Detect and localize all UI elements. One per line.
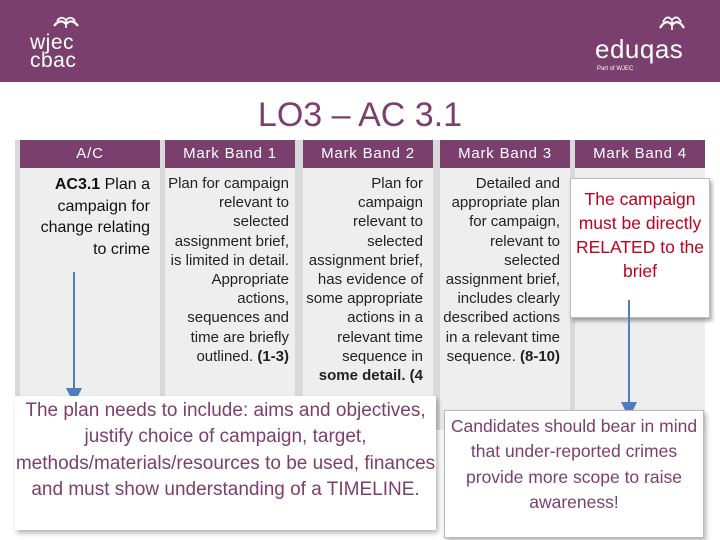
criterion-cell [35, 174, 150, 260]
slide-title: LO3 – AC 3.1 [257, 96, 463, 134]
band4-highlight-box: The campaign must be directly RELATED to the brief [570, 178, 710, 318]
book-icon [52, 12, 80, 30]
band1-text: Plan for campaign relevant to selected assignment brief, is limited in detail. Appropriate actions, sequences and time are briefly outlined. [168, 175, 289, 365]
requirements-callout: The plan needs to include: aims and objectives, justify choice of campaign, target, methods/materials/resources to be used, finances and must show understanding of a TIMELINE. [15, 396, 436, 530]
band1-cell [165, 174, 289, 396]
band3-cell [440, 174, 560, 366]
logo-right-name: eduqas [595, 34, 684, 64]
header-band4: Mark Band 4 [575, 140, 705, 168]
band1-marks: (1-3) [257, 347, 289, 365]
band2-cell [303, 174, 423, 396]
band2-marks: some detail. (4 [318, 367, 423, 385]
logo-left-line2: cbac [30, 49, 77, 72]
advice-callout: Candidates should bear in mind that under-reported crimes provide more scope to raise awareness! [444, 410, 704, 538]
criterion-code: AC3.1 [54, 176, 101, 193]
book-icon [657, 10, 687, 32]
band2-text: Plan for campaign relevant to selected assignment brief, has evidence of some appropriate actions in a relevant time sequence in [306, 175, 423, 365]
wjec-cbac-logo [30, 12, 100, 72]
band3-text: Detailed and appropriate plan for campaign, relevant to selected assignment brief, includes clearly described actions in a relevant time sequence. [443, 175, 560, 365]
logo-right-subtitle: Part of WJEC [597, 66, 634, 72]
eduqas-logo [595, 10, 705, 70]
criterion-text: Plan a campaign for change relating to crime [40, 176, 150, 258]
header-band1: Mark Band 1 [165, 140, 295, 168]
band3-marks: (8-10) [519, 347, 560, 365]
header-band2: Mark Band 2 [303, 140, 433, 168]
logo-left-line1: wjec [30, 31, 75, 54]
header-ac: A/C [20, 140, 160, 168]
header-band3: Mark Band 3 [440, 140, 570, 168]
header-bar [0, 0, 720, 82]
